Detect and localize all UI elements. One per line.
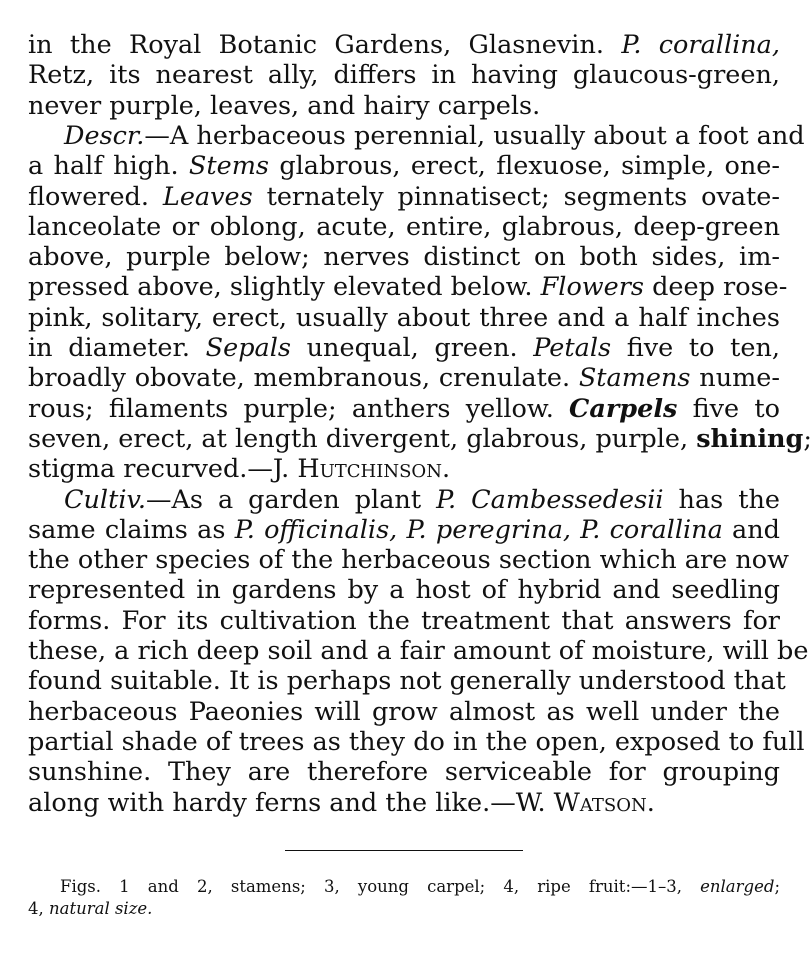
text-run: pressed above, slightly elevated below.: [28, 272, 541, 302]
text-run: forms. For its cultivation the treatment that answers for: [28, 606, 780, 636]
text-run: Stems: [188, 151, 269, 181]
section-rule: [285, 850, 523, 851]
text-line: [64, 121, 805, 151]
text-run: in the Royal Botanic Gardens, Glasnevin.: [28, 30, 622, 60]
text-line: [28, 212, 780, 242]
text-line: [28, 697, 780, 727]
text-run: Descr.: [64, 121, 145, 151]
text-line: [28, 182, 780, 212]
text-line: [28, 757, 780, 787]
text-run: natural size.: [49, 899, 153, 918]
text-run: and: [722, 515, 781, 545]
text-run: ternately pinnatisect; segments ovate-: [252, 182, 781, 212]
text-run: Watson.: [553, 788, 655, 818]
text-line: [60, 877, 780, 897]
text-line: [28, 151, 780, 181]
text-run: Carpels: [569, 394, 678, 424]
text-run: Cultiv.: [64, 485, 146, 515]
text-run: found suitable. It is perhaps not generally understood that: [28, 666, 786, 696]
text-line: [28, 91, 780, 121]
text-line: [28, 545, 789, 575]
text-line: [28, 242, 780, 272]
text-line: [28, 424, 812, 454]
text-run: ;: [803, 424, 812, 454]
text-run: deep rose-: [644, 272, 788, 302]
text-line: [28, 303, 780, 333]
text-line: [28, 575, 780, 605]
text-run: Flowers: [540, 272, 644, 302]
text-line: [28, 899, 780, 919]
text-run: nume-: [690, 363, 780, 393]
text-run: same claims as: [28, 515, 235, 545]
text-line: [28, 636, 809, 666]
text-run: enlarged: [700, 877, 775, 896]
text-run: Petals: [533, 333, 612, 363]
text-run: sunshine. They are therefore serviceable for grouping: [28, 757, 780, 787]
text-run: in diameter.: [28, 333, 206, 363]
text-run: rous; filaments purple; anthers yellow.: [28, 394, 570, 424]
text-run: the other species of the herbaceous section which are now: [28, 545, 789, 575]
text-run: Sepals: [205, 333, 291, 363]
text-run: Retz, its nearest ally, differs in having glaucous-green,: [28, 60, 780, 90]
text-run: Stamens: [578, 363, 691, 393]
text-line: [28, 394, 780, 424]
text-run: above, purple below; nerves distinct on both sides, im-: [28, 242, 780, 272]
text-line: [28, 788, 780, 818]
text-run: flowered.: [28, 182, 163, 212]
text-line: [28, 60, 780, 90]
text-run: P. corallina,: [621, 30, 780, 60]
text-run: along with hardy ferns and the like.—W.: [28, 788, 554, 818]
text-run: broadly obovate, membranous, crenulate.: [28, 363, 579, 393]
text-run: never purple, leaves, and hairy carpels.: [28, 91, 541, 121]
text-line: [28, 363, 780, 393]
text-run: these, a rich deep soil and a fair amount of moisture, will be: [28, 636, 809, 666]
text-run: P. officinalis, P. peregrina, P. corallina: [234, 515, 723, 545]
text-run: —As a garden plant: [145, 485, 437, 515]
text-line: [28, 666, 786, 696]
text-run: lanceolate or oblong, acute, entire, glabrous, deep-green: [28, 212, 780, 242]
text-line: [28, 515, 780, 545]
text-run: partial shade of trees as they do in the open, exposed to full: [28, 727, 805, 757]
text-run: five to: [677, 394, 780, 424]
text-line: [28, 606, 780, 636]
text-run: herbaceous Paeonies will grow almost as well under the: [28, 697, 780, 727]
text-line: [28, 727, 805, 757]
text-run: Leaves: [162, 182, 253, 212]
text-run: —A herbaceous perennial, usually about a foot and: [144, 121, 805, 151]
text-line: [64, 485, 780, 515]
text-run: glabrous, erect, flexuose, simple, one-: [268, 151, 781, 181]
text-run: seven, erect, at length divergent, glabrous, purple,: [28, 424, 697, 454]
text-run: Figs. 1 and 2, stamens; 3, young carpel; 4, ripe fruit:—1–3,: [60, 877, 701, 896]
text-run: ;: [774, 877, 780, 896]
text-run: P. Cambessedesii: [436, 485, 664, 515]
text-run: unequal, green.: [290, 333, 534, 363]
text-line: [28, 333, 780, 363]
text-line: [28, 272, 788, 302]
text-run: stigma recurved.—: [28, 454, 273, 484]
text-run: J. Hutchinson.: [272, 454, 451, 484]
text-run: shining: [696, 424, 804, 454]
text-run: five to ten,: [611, 333, 780, 363]
text-run: 4,: [28, 899, 49, 918]
text-run: a half high.: [28, 151, 189, 181]
text-line: [28, 454, 780, 484]
text-run: has the: [663, 485, 780, 515]
text-run: represented in gardens by a host of hybrid and seedling: [28, 575, 780, 605]
text-line: [28, 30, 780, 60]
text-run: pink, solitary, erect, usually about three and a half inches: [28, 303, 780, 333]
